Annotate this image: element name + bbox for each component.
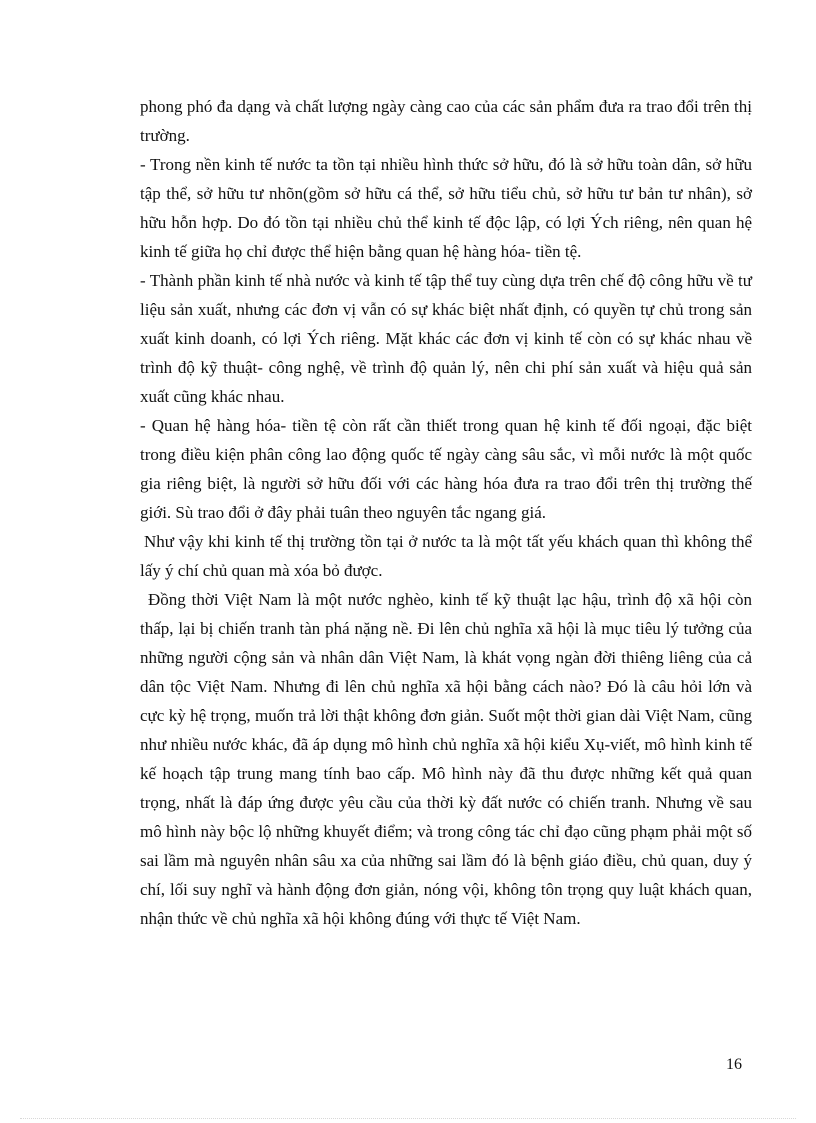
body-text — [140, 92, 752, 933]
paragraph-market-economy-conclusion: Như vậy khi kinh tế thị trường tồn tại ở nước ta là một tất yếu khách quan thì không thể lấy ý chí chủ quan mà xóa bỏ được. — [140, 532, 752, 580]
paragraph-state-collective-economy: - Thành phần kinh tế nhà nước và kinh tế tập thể tuy cùng dựa trên chế độ công hữu về tư liệu sản xuất, nhưng các đơn vị vẫn có sự khác biệt nhất định, có quyền tự chủ trong sản xuất kinh doanh, có lợi Ých riêng. Mặt khác các đơn vị kinh tế còn có sự khác nhau về trình độ kỹ thuật- công nghệ, về trình độ quản lý, nên chi phí sản xuất và hiệu quả sản xuất cũng khác nhau. — [140, 271, 752, 406]
page-number: 16 — [726, 1056, 742, 1073]
paragraph-foreign-economic-relations: - Quan hệ hàng hóa- tiền tệ còn rất cần thiết trong quan hệ kinh tế đối ngoại, đặc biệt trong điều kiện phân công lao động quốc tế ngày càng sâu sắc, vì mỗi nước là một quốc gia riêng biệt, là người sở hữu đối với các hàng hóa đưa ra trao đổi trên thị trường thế giới. Sù trao đổi ở đây phải tuân theo nguyên tắc ngang giá. — [140, 416, 752, 522]
paragraph-vietnam-socialism: Đồng thời Việt Nam là một nước nghèo, kinh tế kỹ thuật lạc hậu, trình độ xã hội còn thấp, lại bị chiến tranh tàn phá nặng nề. Đi lên chủ nghĩa xã hội là mục tiêu lý tưởng của những người cộng sản và nhân dân Việt Nam, là khát vọng ngàn đời thiêng liêng của cả dân tộc Việt Nam. Nhưng đi lên chủ nghĩa xã hội bằng cách nào? Đó là câu hỏi lớn và cực kỳ hệ trọng, muốn trả lời thật không đơn giản. Suốt một thời gian dài Việt Nam, cũng như nhiều nước khác, đã áp dụng mô hình chủ nghĩa xã hội kiểu Xụ-viết, mô hình kinh tế kế hoạch tập trung mang tính bao cấp. Mô hình này đã thu được những kết quả quan trọng, nhất là đáp ứng được yêu cầu của thời kỳ đất nước có chiến tranh. Nhưng về sau mô hình này bộc lộ những khuyết điểm; và trong công tác chỉ đạo cũng phạm phải một số sai lầm mà nguyên nhân sâu xa của những sai lầm đó là bệnh giáo điều, chủ quan, duy ý chí, lối suy nghĩ và hành động đơn giản, nóng vội, không tôn trọng quy luật khách quan, nhận thức về chủ nghĩa xã hội không đúng với thực tế Việt Nam. — [140, 590, 752, 928]
paragraph-continuation: phong phó đa dạng và chất lượng ngày càng cao của các sản phẩm đưa ra trao đổi trên thị trường. — [140, 97, 752, 145]
bottom-divider — [20, 1118, 796, 1119]
paragraph-ownership-forms: - Trong nền kinh tế nước ta tồn tại nhiều hình thức sở hữu, đó là sở hữu toàn dân, sở hữu tập thể, sở hữu tư nhõn(gồm sở hữu cá thể, sở hữu tiểu chủ, sở hữu tư bản tư nhân), sở hữu hỗn hợp. Do đó tồn tại nhiều chủ thể kinh tế độc lập, có lợi Ých riêng, nên quan hệ kinh tế giữa họ chỉ được thể hiện bằng quan hệ hàng hóa- tiền tệ. — [140, 155, 752, 261]
